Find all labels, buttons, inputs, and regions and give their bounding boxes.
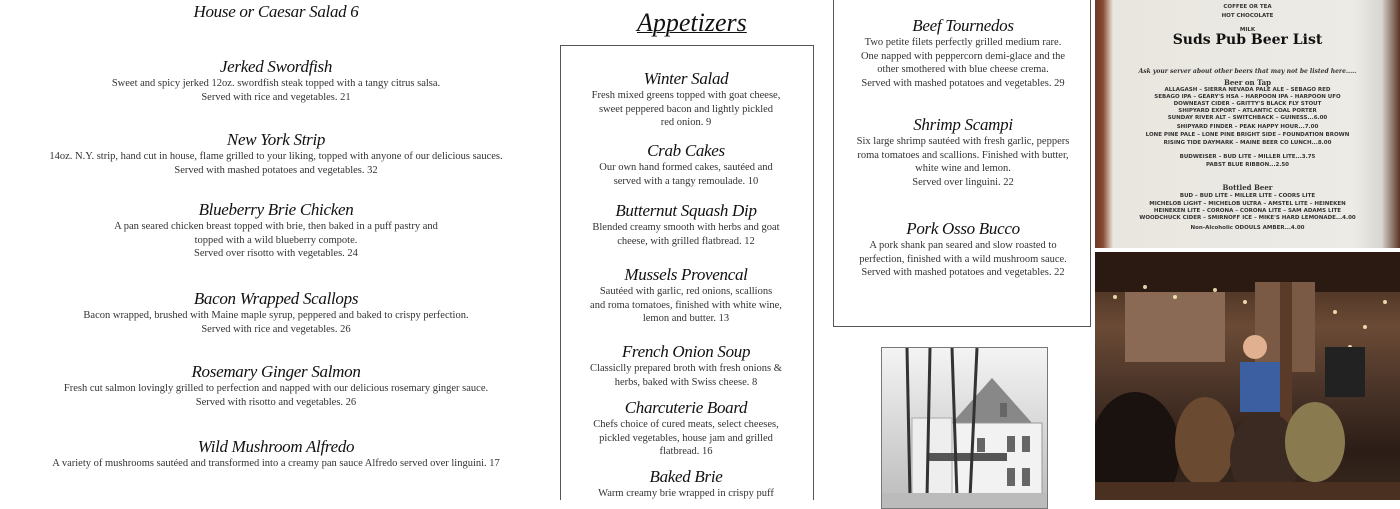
menu-item-description: Chefs choice of cured meats, select cheeses, (593, 419, 779, 430)
menu-item (555, 467, 817, 500)
non-alcoholic-line: Non-Alcoholic ODOULS AMBER...4.00 (1190, 225, 1305, 231)
live-music-photo (1095, 252, 1400, 500)
beer-list-line: ALLAGASH – SIERRA NEVADA PALE ALE – SEBAGO RED (1164, 87, 1331, 93)
beer-list-line: BUDWEISER – BUD LITE – MILLER LITE...3.75 (1179, 154, 1316, 160)
menu-item-description: Served with risotto and vegetables. 26 (195, 396, 357, 408)
menu-item-name: Butternut Squash Dip (615, 201, 757, 220)
menu-item-description: A variety of mushrooms sautéed and transformed into a creamy pan sauce Alfredo served over linguini. 17 (52, 458, 500, 469)
menu-item (0, 362, 552, 409)
beverage-line: HOT CHOCOLATE (1221, 13, 1274, 19)
beer-list-line: DOWNEAST CIDER – GRITTY'S BLACK FLY STOUT (1173, 101, 1322, 107)
beer-list-line: RISING TIDE DAYMARK – MAINE BEER CO LUNCH...8.00 (1163, 140, 1332, 146)
menu-item-name: Winter Salad (643, 69, 729, 88)
menu-item (0, 289, 552, 336)
menu-item-name: Shrimp Scampi (913, 115, 1013, 134)
menu-item-description: cheese, with grilled flatbread. 12 (617, 235, 755, 247)
menu-item-description: red onion. 9 (660, 117, 712, 128)
menu-item (0, 200, 552, 261)
menu-item-description: Served with mashed potatoes and vegetables. 22 (861, 267, 1065, 278)
menu-item-description: One napped with peppercorn demi-glace and the (860, 50, 1066, 62)
menu-item-description: topped with a wild blueberry compote. (194, 234, 358, 246)
menu-item-description: A pan seared chicken breast topped with brie, then baked in a puff pastry and (114, 221, 438, 232)
menu-item-description: Sweet and spicy jerked 12oz. swordfish steak topped with a tangy citrus salsa. (111, 78, 441, 89)
beer-list-line: PABST BLUE RIBBON...2.50 (1205, 162, 1290, 168)
menu-item-description: sweet peppered bacon and lightly pickled (598, 103, 774, 115)
menu-item-name: Beef Tournedos (912, 16, 1014, 35)
menu-item-description: flatbread. 16 (659, 446, 713, 457)
menu-item (0, 130, 552, 177)
menu-item-description: Served with mashed potatoes and vegetables. 29 (861, 77, 1065, 89)
menu-item-name: New York Strip (226, 130, 326, 149)
menu-item-name: Baked Brie (649, 467, 723, 486)
menu-item-description: Classiclly prepared broth with fresh onions & (590, 363, 782, 374)
menu-item-name: Pork Osso Bucco (906, 219, 1020, 238)
menu-item-description: Served over linguini. 22 (912, 176, 1014, 188)
menu-item-description: Bacon wrapped, brushed with Maine maple syrup, peppered and baked to crispy perfection. (83, 310, 469, 321)
menu-item-description: Warm creamy brie wrapped in crispy puff (598, 488, 774, 499)
menu-item-name: Jerked Swordfish (219, 57, 333, 76)
beer-list-line: BUD – BUD LITE – MILLER LITE – COORS LITE (1179, 193, 1316, 199)
beer-list-line: WOODCHUCK CIDER – SMIRNOFF ICE – MIKE'S HARD LEMONADE...4.00 (1139, 215, 1356, 221)
menu-item-name: French Onion Soup (621, 342, 751, 361)
menu-item-description: herbs, baked with Swiss cheese. 8 (614, 376, 758, 388)
menu-item-description: Fresh mixed greens topped with goat cheese, (591, 90, 781, 101)
beer-list-line: LONE PINE PALE – LONE PINE BRIGHT SIDE – FOUNDATION BROWN (1145, 132, 1350, 138)
beer-list-title: Suds Pub Beer List (1172, 32, 1323, 48)
beverage-line: COFFEE OR TEA (1223, 4, 1272, 10)
beverage-line: MILK (1239, 27, 1256, 33)
bottled-heading: Bottled Beer (1222, 183, 1273, 192)
menu-item-name: Mussels Provencal (624, 265, 748, 284)
appetizers-heading: Appetizers (637, 8, 747, 37)
menu-item-description: Served with mashed potatoes and vegetables. 32 (174, 164, 378, 176)
menu-item-description: 14oz. N.Y. strip, hand cut in house, flame grilled to your liking, topped with anyone of our delicious sauces. (49, 151, 503, 162)
beer-list-photo (1095, 0, 1400, 248)
tap-heading: Beer on Tap (1223, 78, 1272, 87)
appetizers-panel (555, 0, 827, 500)
menu-item-description: and roma tomatoes, finished with white wine, (590, 299, 782, 311)
menu-item (830, 115, 1093, 189)
salad-line-wrapper (0, 2, 552, 22)
entrees-left-panel (0, 0, 552, 500)
salad-line: House or Caesar Salad 6 (193, 2, 359, 21)
menu-item-description: Served over risotto with vegetables. 24 (194, 248, 358, 259)
menu-item-description: lemon and butter. 13 (642, 313, 730, 324)
menu-item (555, 265, 817, 326)
beer-list-line: HEINEKEN LITE – CORONA – CORONA LITE – SAM ADAMS LITE (1153, 208, 1342, 214)
menu-item-description: roma tomatoes and scallions. Finished with butter, (857, 149, 1069, 161)
menu-item (830, 16, 1093, 90)
menu-item-description: other smothered with blue cheese crema. (877, 64, 1049, 75)
menu-item-name: Charcuterie Board (624, 398, 748, 417)
menu-item (555, 398, 817, 459)
beer-list-line: SEBAGO IPA – GEARY'S HSA – HARPOON IPA – HARPOON UFO (1154, 94, 1341, 100)
menu-item-name: Blueberry Brie Chicken (198, 200, 354, 219)
menu-item-name: Wild Mushroom Alfredo (197, 437, 355, 456)
menu-item-description: Our own hand formed cakes, sautéed and (599, 162, 773, 173)
menu-item-description: white wine and lemon. (915, 163, 1011, 174)
beer-list-note: Ask your server about other beers that may not be listed here..... (1138, 68, 1357, 75)
menu-item (0, 437, 552, 471)
menu-item-description: A pork shank pan seared and slow roasted to (869, 240, 1057, 251)
menu-item-name: Rosemary Ginger Salmon (191, 362, 361, 381)
menu-item-description: Blended creamy smooth with herbs and goat (592, 222, 780, 233)
menu-item (555, 69, 817, 130)
menu-item (555, 201, 817, 248)
menu-item-description: Fresh cut salmon lovingly grilled to perfection and napped with our delicious rosemary ginger sauce. (63, 383, 489, 394)
menu-item-description: Two petite filets perfectly grilled medium rare. (864, 37, 1062, 48)
beer-list-line: SHIPYARD FINDER – PEAK HAPPY HOUR...7.00 (1176, 124, 1319, 130)
menu-item (0, 57, 552, 104)
menu-item (555, 342, 817, 389)
menu-item (830, 219, 1093, 280)
historic-house-photo (881, 347, 1048, 509)
menu-item-name: Bacon Wrapped Scallops (193, 289, 359, 308)
menu-item-description: Sautéed with garlic, red onions, scallions (599, 286, 773, 297)
menu-item-description: Served with rice and vegetables. 21 (201, 91, 351, 103)
menu-item-name: Crab Cakes (647, 141, 725, 160)
menu-item-description: served with a tangy remoulade. 10 (613, 175, 759, 187)
menu-item (555, 141, 817, 188)
menu-item-description: Served with rice and vegetables. 26 (201, 323, 351, 335)
menu-item-description: Six large shrimp sautéed with fresh garlic, peppers (856, 136, 1070, 147)
menu-item-description: perfection, finished with a wild mushroom sauce. (859, 253, 1067, 265)
beer-list-line: SHIPYARD EXPORT – ATLANTIC COAL PORTER (1178, 108, 1317, 114)
beer-list-line: SUNDAY RIVER ALT – SWITCHBACK – GUINESS...6.00 (1167, 115, 1328, 121)
beer-list-line: MICHELOB LIGHT – MICHELOB ULTRA – AMSTEL LITE – HEINEKEN (1149, 201, 1346, 207)
menu-item-description: pickled vegetables, house jam and grilled (599, 432, 773, 444)
